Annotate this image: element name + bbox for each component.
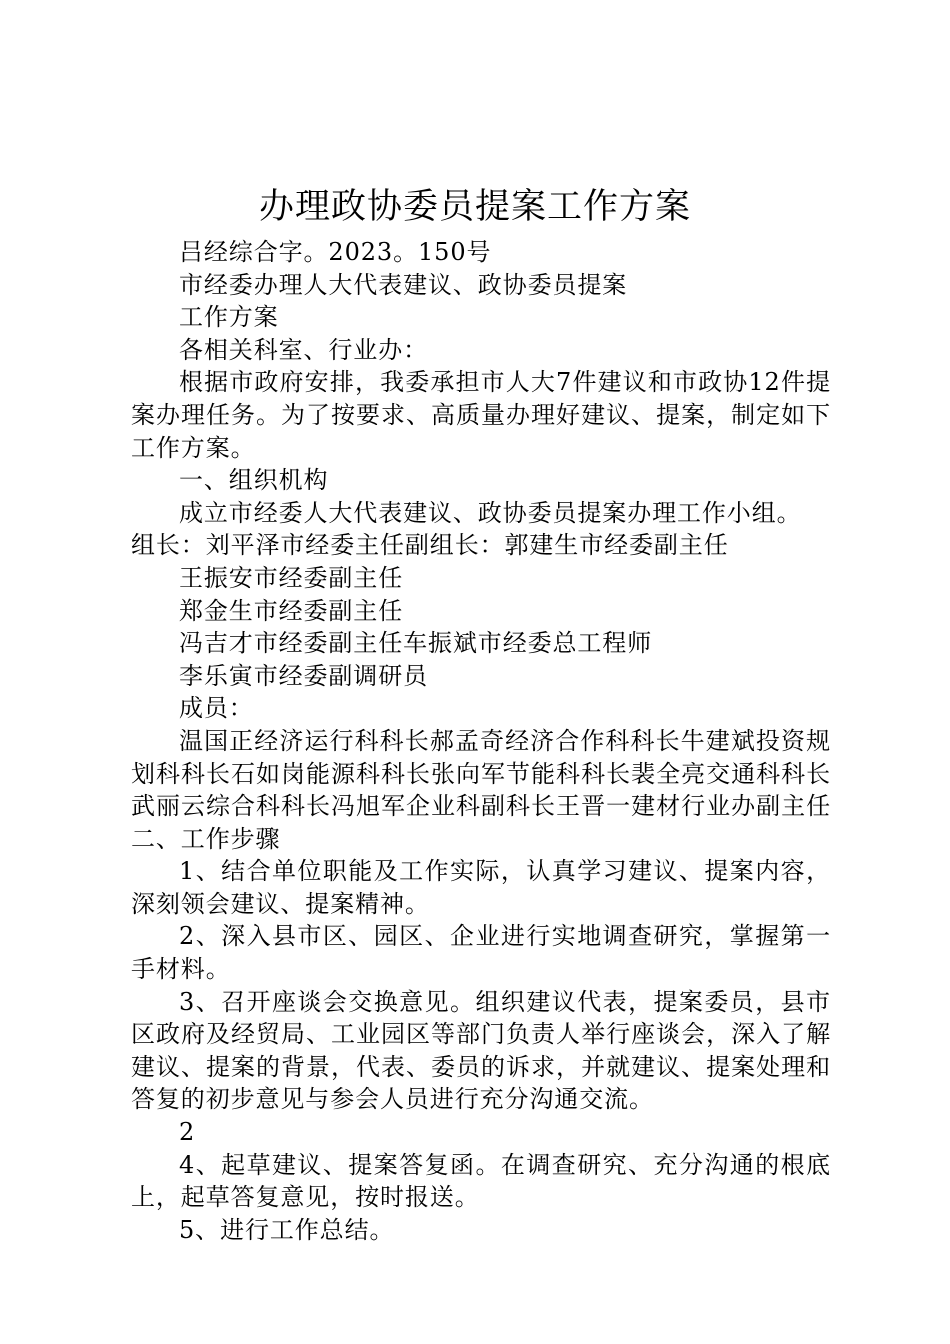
section-heading-organization: 一、组织机构 bbox=[179, 466, 329, 495]
deputy-leader-4: 李乐寅市经委副调研员 bbox=[179, 661, 428, 690]
step-2: 2、深入县市区、园区、企业进行实地调查研究，掌握第一手材料。 bbox=[131, 922, 831, 984]
deputy-leader-3: 冯吉才市经委副主任车振斌市经委总工程师 bbox=[179, 629, 653, 658]
recipients: 各相关科室、行业办： bbox=[179, 335, 428, 364]
document-body bbox=[131, 236, 831, 1246]
heading-line-1: 市经委办理人大代表建议、政协委员提案 bbox=[179, 270, 628, 299]
group-leaders: 组长：刘平泽市经委主任副组长：郭建生市经委副主任 bbox=[131, 531, 729, 560]
deputy-leader-2: 郑金生市经委副主任 bbox=[179, 596, 404, 625]
members-list: 温国正经济运行科科长郝孟奇经济合作科科长牛建斌投资规划科科长石如岗能源科科长张向军节能科科长裴全亮交通科科长武丽云综合科科长冯旭军企业科副科长王晋一建材行业办副主任二、工作步骤 bbox=[131, 726, 831, 853]
step-5: 5、进行工作总结。 bbox=[179, 1215, 395, 1244]
group-establishment: 成立市经委人大代表建议、政协委员提案办理工作小组。 bbox=[179, 498, 802, 527]
intro-paragraph: 根据市政府安排，我委承担市人大7件建议和市政协12件提案办理任务。为了按要求、高质量办理好建议、提案，制定如下工作方案。 bbox=[131, 368, 831, 462]
step-4: 4、起草建议、提案答复函。在调查研究、充分沟通的根底上，起草答复意见，按时报送。 bbox=[131, 1150, 831, 1212]
document-number: 吕经综合字。2023。150号 bbox=[179, 238, 492, 266]
document-title: 办理政协委员提案工作方案 bbox=[258, 187, 691, 227]
step-1: 1、结合单位职能及工作实际，认真学习建议、提案内容，深刻领会建议、提案精神。 bbox=[131, 857, 831, 918]
deputy-leader-1: 王振安市经委副主任 bbox=[179, 563, 404, 592]
members-label: 成员： bbox=[179, 694, 254, 723]
page-number: 2 bbox=[179, 1118, 196, 1147]
heading-line-2: 工作方案 bbox=[179, 303, 279, 332]
step-3: 3、召开座谈会交换意见。组织建议代表，提案委员，县市区政府及经贸局、工业园区等部门负责人举行座谈会，深入了解建议、提案的背景，代表、委员的诉求，并就建议、提案处理和答复的初步意见与参会人员进行充分沟通交流。 bbox=[131, 987, 831, 1114]
